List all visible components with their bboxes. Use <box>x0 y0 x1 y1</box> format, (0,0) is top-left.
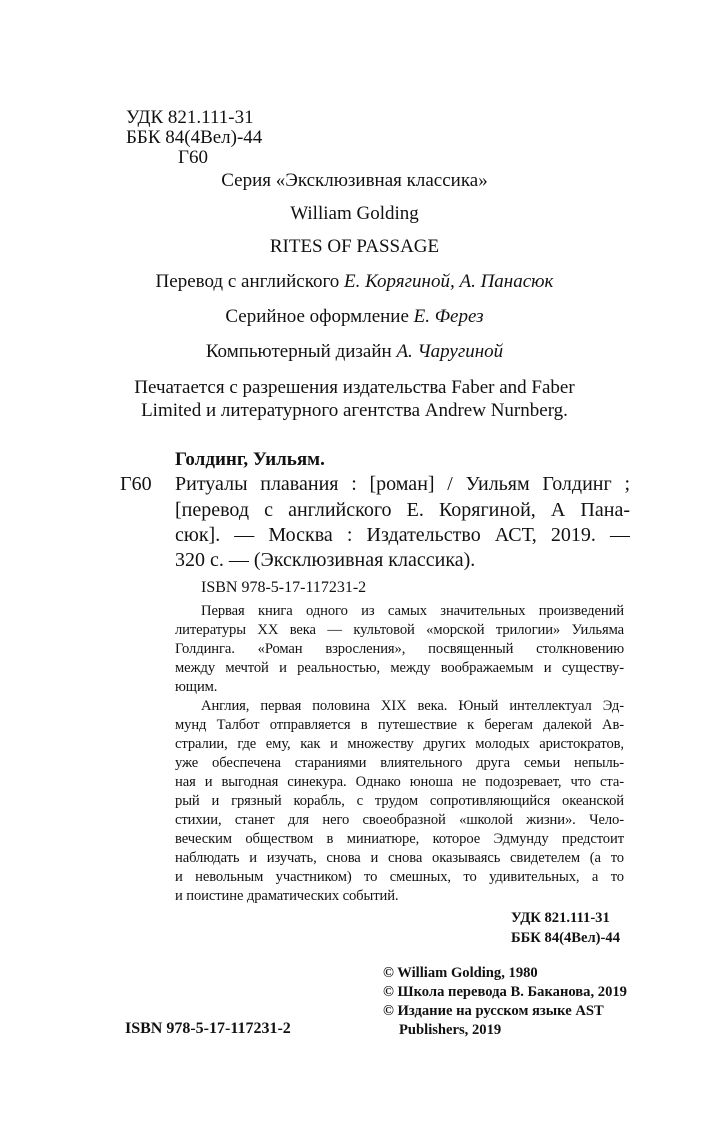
series-designer-name: Е. Ферез <box>413 306 484 327</box>
catalog-line-1: Ритуалы плавания : [роман] / Уильям Голдинг ; <box>175 473 630 495</box>
bottom-isbn: ISBN 978-5-17-117231-2 <box>125 1020 291 1037</box>
annotation-p2-line-1: Англия, первая половина XIX века. Юный интеллектуал Эд- <box>201 698 624 714</box>
annotation-p2-line-9: наблюдать и изучать, снова и снова оказываясь свидетелем (а то <box>175 850 624 866</box>
catalog-line-2: [перевод с английского Е. Корягиной, А Пана- <box>175 499 630 521</box>
annotation-p1-line-4: между мечтой и реальностью, между воображаемым и существу- <box>175 660 624 676</box>
author-mark: Г60 <box>178 147 208 168</box>
computer-design-credit <box>0 341 709 363</box>
copyright-line-4: Publishers, 2019 <box>399 1022 502 1038</box>
catalog-line-3: сюк]. — Москва : Издательство АСТ, 2019. — <box>175 524 630 546</box>
catalog-line-4: 320 с. — (Эксклюзивная классика). <box>175 549 476 571</box>
permission-line-1: Печатается с разрешения издательства Faber and Faber <box>134 377 575 398</box>
annotation-p2-line-6: рый и грязный корабль, с трудом сопротивляющийся океанской <box>175 793 624 809</box>
catalog-isbn: ISBN 978-5-17-117231-2 <box>201 579 367 596</box>
copyright-line-3: © Издание на русском языке AST <box>383 1003 604 1019</box>
annotation-p2-line-3: стралии, где ему, как и множеству других молодых аристократов, <box>175 736 624 752</box>
annotation-p2-line-8: веческим обществом в миниатюре, которое Эдмунду предстоит <box>175 831 624 847</box>
permission-line-2: Limited и литературного агентства Andrew Nurnberg. <box>141 400 568 421</box>
annotation-p2-line-10: и невольным участником) то смешных, то удивительных, а то <box>175 869 624 885</box>
annotation-p2-line-11: и поистине драматических событий. <box>175 888 399 904</box>
catalog-mark: Г60 <box>120 473 152 495</box>
series-design-prefix: Серийное оформление <box>225 306 414 327</box>
translation-credit <box>0 271 709 293</box>
bbk-code: ББК 84(4Вел)-44 <box>126 127 263 148</box>
annotation-p2-line-2: мунд Талбот отправляется в путешествие к берегам далекой Ав- <box>175 717 624 733</box>
annotation-p2-line-7: стихии, станет для него своеобразной «школой жизни». Чело- <box>175 812 624 828</box>
original-author: William Golding <box>290 203 419 224</box>
original-title: RITES OF PASSAGE <box>269 236 440 257</box>
copyright-line-1: © William Golding, 1980 <box>383 965 538 981</box>
annotation-p1-line-2: литературы XX века — культовой «морской трилогии» Уильяма <box>175 622 624 638</box>
copyright-line-2: © Школа перевода В. Баканова, 2019 <box>383 984 627 1000</box>
translation-prefix: Перевод с английского <box>155 271 345 292</box>
computer-designer-name: А. Чаругиной <box>396 341 504 362</box>
series-title: Серия «Эксклюзивная классика» <box>221 170 488 191</box>
series-design-credit <box>0 306 709 328</box>
bottom-udk: УДК 821.111-31 <box>511 910 610 926</box>
catalog-heading: Голдинг, Уильям. <box>175 449 325 470</box>
annotation-p1-line-3: Голдинга. «Роман взросления», посвященный столкновению <box>175 641 624 657</box>
translator-names: Е. Корягиной, А. Панасюк <box>344 271 554 292</box>
annotation-p2-line-5: ная и выгодная синекура. Однако юноша не подозревает, что ста- <box>175 774 624 790</box>
annotation-p1-line-5: ющим. <box>175 679 218 695</box>
annotation-p2-line-4: уже обеспечена стараниями влиятельного друга семьи непыль- <box>175 755 624 771</box>
annotation-p1-line-1: Первая книга одного из самых значительных произведений <box>201 603 624 619</box>
bottom-bbk: ББК 84(4Вел)-44 <box>511 930 620 946</box>
computer-design-prefix: Компьютерный дизайн <box>205 341 397 362</box>
udk-code: УДК 821.111-31 <box>126 107 254 128</box>
